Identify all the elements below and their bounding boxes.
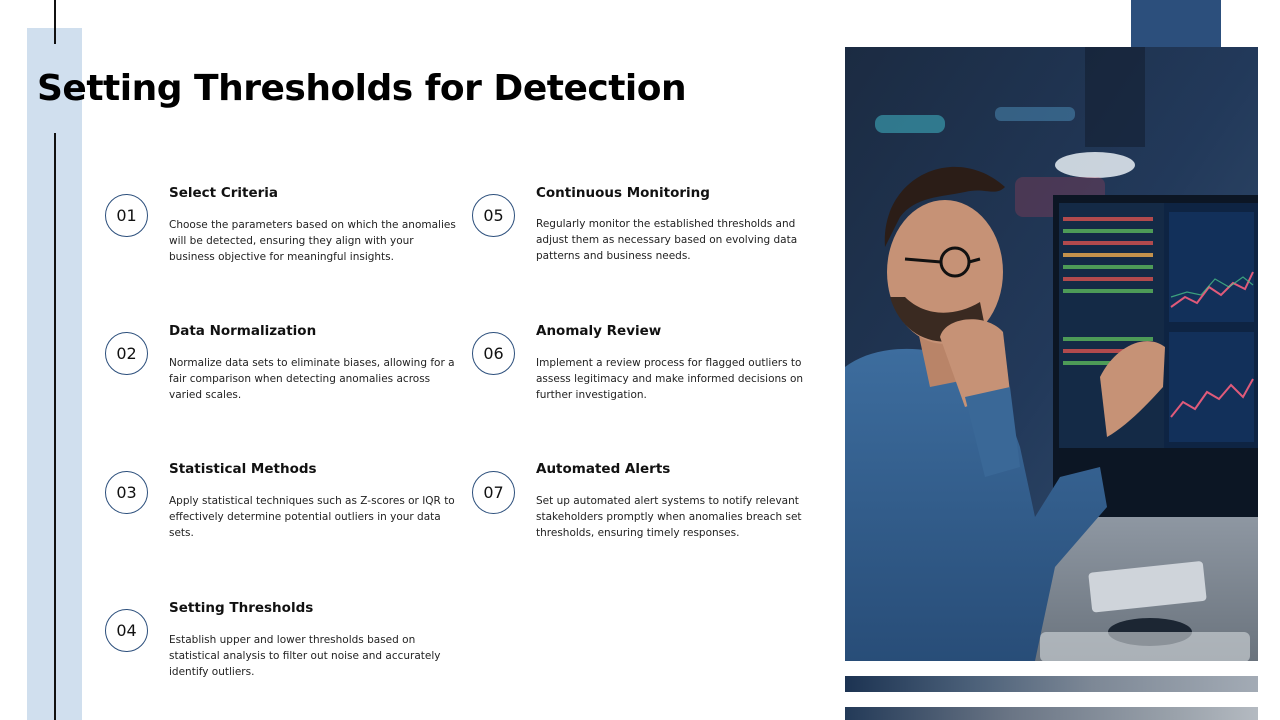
step-description: Establish upper and lower thresholds based on statistical analysis to filter out noise and accurately identify outliers. xyxy=(169,634,441,678)
step-description: Regularly monitor the established thresholds and adjust them as necessary based on evolving data patterns and business needs. xyxy=(536,218,798,262)
step-description: Choose the parameters based on which the anomalies will be detected, ensuring they align with your business objective for meaningful insights. xyxy=(169,219,456,263)
image-strip xyxy=(845,676,1258,692)
top-accent-block xyxy=(1131,0,1221,47)
step-title: Continuous Monitoring xyxy=(536,185,710,201)
step-title: Setting Thresholds xyxy=(169,600,314,616)
step-description: Apply statistical techniques such as Z-scores or IQR to effectively determine potential outliers in your data sets. xyxy=(169,495,455,539)
step-number-badge: 02 xyxy=(105,332,148,375)
analyst-photo xyxy=(845,47,1258,661)
step-number-badge: 06 xyxy=(472,332,515,375)
page-title: Setting Thresholds for Detection xyxy=(37,68,687,109)
step-description: Set up automated alert systems to notify relevant stakeholders promptly when anomalies breach set thresholds, ensuring timely responses. xyxy=(536,495,802,539)
left-vertical-line-top xyxy=(54,0,56,44)
step-title: Automated Alerts xyxy=(536,461,671,477)
step-number-badge: 04 xyxy=(105,609,148,652)
step-number-badge: 01 xyxy=(105,194,148,237)
step-description: Normalize data sets to eliminate biases, allowing for a fair comparison when detecting anomalies across varied scales. xyxy=(169,357,455,401)
left-vertical-line-bottom xyxy=(54,133,56,720)
step-description: Implement a review process for flagged outliers to assess legitimacy and make informed decisions on further investigation. xyxy=(536,357,804,401)
step-title: Statistical Methods xyxy=(169,461,317,477)
step-title: Anomaly Review xyxy=(536,323,662,339)
step-title: Select Criteria xyxy=(169,185,279,201)
step-number-badge: 03 xyxy=(105,471,148,514)
step-title: Data Normalization xyxy=(169,323,317,339)
image-strip xyxy=(845,707,1258,720)
analyst-photo-illustration xyxy=(845,47,1258,661)
step-number-badge: 05 xyxy=(472,194,515,237)
step-number-badge: 07 xyxy=(472,471,515,514)
